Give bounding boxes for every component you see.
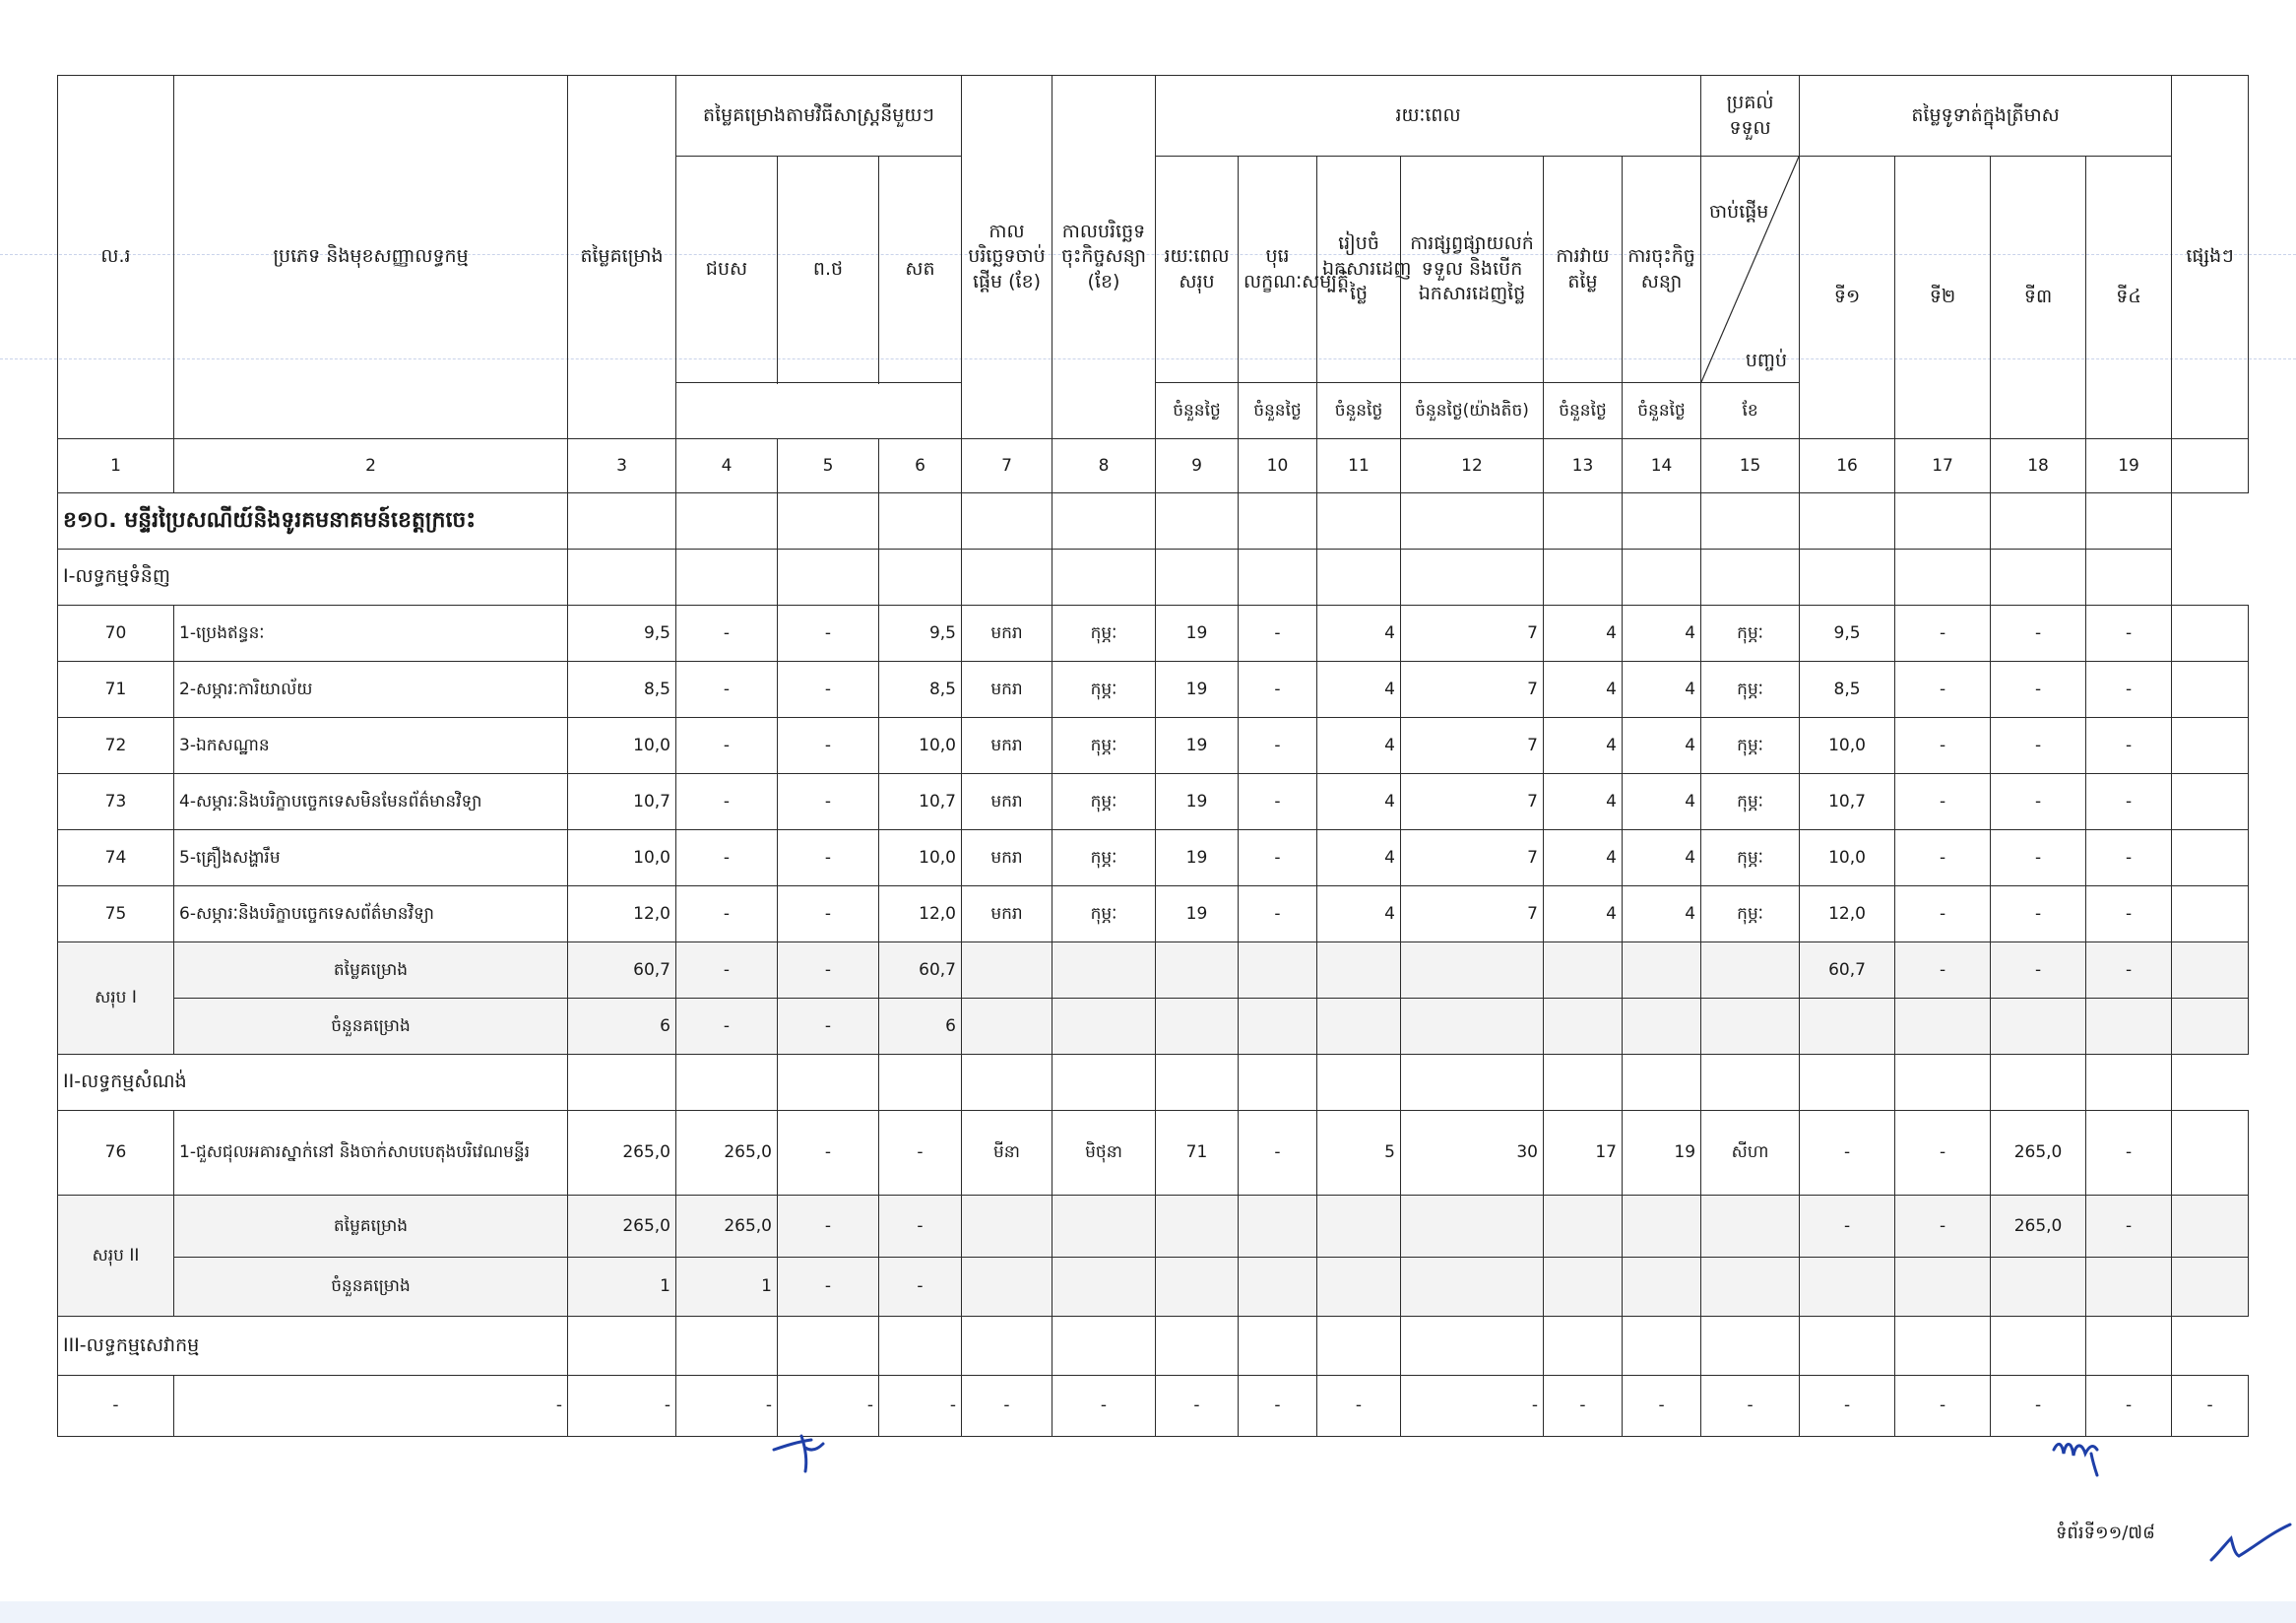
row-contract: កុម្ភៈ [1052,830,1156,886]
row-funding-1: - [676,830,778,886]
row-eval: 4 [1544,662,1623,718]
row-prequal: - [1239,830,1317,886]
count-funding-3: 6 [879,999,962,1055]
category-row [58,1055,2249,1111]
column-number: 16 [1800,439,1895,493]
row-delivery: កុម្ភៈ [1701,662,1800,718]
column-number: 19 [2086,439,2172,493]
row-sign: 4 [1623,830,1701,886]
row-q1: 9,5 [1800,606,1895,662]
column-number: 11 [1317,439,1401,493]
scan-bottom-edge [0,1601,2296,1623]
header-duration: រយៈពេល [1156,76,1701,157]
procurement-plan-table [57,75,2249,1437]
count-cost: 1 [568,1258,676,1317]
header-duration-unit: ចំនួនថ្ងៃ [1156,383,1239,439]
row-name: 5-គ្រឿងសង្ហារឹម [174,830,568,886]
header-delivery-start: ចាប់ផ្តើម [1709,201,1769,223]
row-funding-3: 12,0 [879,886,962,942]
header-duration-col: រយៈពេលសរុប [1156,157,1239,383]
subtotal-funding-2: - [778,942,879,999]
subtotal-q4: - [2086,1196,2172,1258]
row-eval: 4 [1544,886,1623,942]
row-start: មករា [962,718,1052,774]
row-q1: - [1800,1111,1895,1196]
row-prequal: - [1239,606,1317,662]
subtotal-q1: - [1800,1196,1895,1258]
row-total-days: 19 [1156,718,1239,774]
row-contract: - [1052,1376,1156,1437]
row-sign: 4 [1623,718,1701,774]
row-other: - [2172,1376,2249,1437]
row-name: 3-ឯកសណ្ឋាន [174,718,568,774]
row-q4: - [2086,1111,2172,1196]
column-number: 15 [1701,439,1800,493]
row-total-days: 19 [1156,830,1239,886]
row-prep: 5 [1317,1111,1401,1196]
row-prequal: - [1239,1376,1317,1437]
row-funding-1: - [676,662,778,718]
subtotal-q1: 60,7 [1800,942,1895,999]
header-duration-col: បុរេលក្ខណៈសម្បត្តិ [1239,157,1317,383]
row-q3: - [1991,774,2086,830]
row-funding-2: - [778,718,879,774]
row-funding-3: - [879,1111,962,1196]
row-q4: - [2086,774,2172,830]
row-name: 6-សម្ភារៈនិងបរិក្ខាបច្ចេកទេសព័ត៌មានវិទ្យា [174,886,568,942]
row-funding-3: - [879,1376,962,1437]
row-eval: 4 [1544,718,1623,774]
row-prep: 4 [1317,774,1401,830]
header-type-title: ប្រភេទ និងមុខសញ្ញាលទ្ធកម្ម [174,76,568,439]
category-services-title: III-លទ្ធកម្មសេវាកម្ម [58,1317,568,1376]
category-row [58,550,2249,606]
column-number: 10 [1239,439,1317,493]
row-contract: កុម្ភៈ [1052,662,1156,718]
subtotal-label: សរុប I [58,942,174,1055]
row-prequal: - [1239,662,1317,718]
row-delivery: កុម្ភៈ [1701,830,1800,886]
row-q1: 10,7 [1800,774,1895,830]
header-delivery-unit: ខែ [1701,383,1800,439]
row-funding-3: 10,7 [879,774,962,830]
header-duration-unit: ចំនួនថ្ងៃ [1239,383,1317,439]
row-cost: 10,0 [568,830,676,886]
row-delivery: កុម្ភៈ [1701,886,1800,942]
row-q4: - [2086,718,2172,774]
row-q2: - [1895,718,1991,774]
row-contract: កុម្ភៈ [1052,718,1156,774]
table-row [58,718,2249,774]
row-funding-2: - [778,886,879,942]
row-advert: 7 [1401,662,1544,718]
row-no: 71 [58,662,174,718]
column-number: 1 [58,439,174,493]
signature-initial-corner [2207,1517,2296,1566]
subtotal-funding-3: 60,7 [879,942,962,999]
signature-initial-left [768,1428,837,1477]
row-advert: 7 [1401,606,1544,662]
row-contract: មិថុនា [1052,1111,1156,1196]
subtotal-q2: - [1895,942,1991,999]
header-duration-unit: ចំនួនថ្ងៃ [1544,383,1623,439]
table-row [58,886,2249,942]
row-prep: 4 [1317,662,1401,718]
row-total-days: 19 [1156,886,1239,942]
row-eval: 4 [1544,774,1623,830]
row-cost: 9,5 [568,606,676,662]
header-duration-unit: ចំនួនថ្ងៃ(យ៉ាងតិច) [1401,383,1544,439]
row-q3: - [1991,886,2086,942]
row-funding-3: 10,0 [879,830,962,886]
row-prequal: - [1239,1111,1317,1196]
row-q3: - [1991,718,2086,774]
header-duration-col: ការវាយតម្លៃ [1544,157,1623,383]
row-name: 1-ជួសជុលអគារស្នាក់នៅ និងចាក់សាបបេតុងបរិវេណមន្ទីរ [174,1111,568,1196]
row-start: មករា [962,606,1052,662]
count-funding-2: - [778,1258,879,1317]
row-q4: - [2086,830,2172,886]
row-advert: 7 [1401,830,1544,886]
row-q3: - [1991,606,2086,662]
subtotal-q2: - [1895,1196,1991,1258]
table-row [58,774,2249,830]
row-sign: 4 [1623,774,1701,830]
row-funding-2: - [778,774,879,830]
table-row [58,1376,2249,1437]
row-prep: 4 [1317,606,1401,662]
header-quarterly: តម្លៃទូទាត់ក្នុងត្រីមាស [1800,76,2172,157]
column-number: 9 [1156,439,1239,493]
column-number: 18 [1991,439,2086,493]
row-prequal: - [1239,886,1317,942]
row-q2: - [1895,662,1991,718]
row-funding-1: - [676,774,778,830]
row-sign: 4 [1623,662,1701,718]
header-duration-col: រៀបចំឯកសារដេញថ្លៃ [1317,157,1401,383]
row-funding-1: - [676,886,778,942]
row-q1: 8,5 [1800,662,1895,718]
row-name: 2-សម្ភារៈការិយាល័យ [174,662,568,718]
row-cost: 265,0 [568,1111,676,1196]
row-funding-1: - [676,718,778,774]
subtotal-label: សរុប II [58,1196,174,1317]
header-duration-unit: ចំនួនថ្ងៃ [1623,383,1701,439]
row-prep: - [1317,1376,1401,1437]
subtotal-funding-2: - [778,1196,879,1258]
row-start: មករា [962,774,1052,830]
row-eval: 4 [1544,830,1623,886]
row-advert: 7 [1401,886,1544,942]
row-funding-2: - [778,830,879,886]
row-q2: - [1895,1376,1991,1437]
row-q2: - [1895,1111,1991,1196]
table-row [58,830,2249,886]
row-funding-2: - [778,1376,879,1437]
subtotal-q3: 265,0 [1991,1196,2086,1258]
row-funding-1: 265,0 [676,1111,778,1196]
row-eval: - [1544,1376,1623,1437]
row-start: មីនា [962,1111,1052,1196]
row-funding-3: 10,0 [879,718,962,774]
page-number: ទំព័រទី១១/៧៨ [2056,1523,2155,1543]
row-eval: 4 [1544,606,1623,662]
row-delivery: កុម្ភៈ [1701,774,1800,830]
subtotal-count-label: ចំនួនគម្រោង [174,1258,568,1317]
subtotal-count-label: ចំនួនគម្រោង [174,999,568,1055]
subtotal-cost: 60,7 [568,942,676,999]
row-q4: - [2086,606,2172,662]
row-q2: - [1895,774,1991,830]
row-no: 73 [58,774,174,830]
column-number: 5 [778,439,879,493]
category-row [58,1317,2249,1376]
column-number: 3 [568,439,676,493]
row-prep: 4 [1317,830,1401,886]
category-works-title: II-លទ្ធកម្មសំណង់ [58,1055,568,1111]
column-number: 4 [676,439,778,493]
column-number: 8 [1052,439,1156,493]
header-by-funding: តម្លៃគម្រោងតាមវិធីសាស្ត្រនីមួយៗ [676,76,962,157]
header-quarter: ទី២ [1895,157,1991,439]
section-row [58,493,2249,550]
column-number: 6 [879,439,962,493]
row-q4: - [2086,662,2172,718]
row-no: 75 [58,886,174,942]
row-prequal: - [1239,718,1317,774]
header-delivery-diagonal [1701,157,1800,383]
signature-initial-right [2048,1430,2127,1479]
row-total-days: 19 [1156,662,1239,718]
column-number-row [58,439,2249,493]
row-prep: 4 [1317,718,1401,774]
column-number: 13 [1544,439,1623,493]
subtotal-value-row [58,942,2249,999]
row-funding-2: - [778,662,879,718]
row-q1: 12,0 [1800,886,1895,942]
row-advert: 7 [1401,718,1544,774]
subtotal-funding-3: - [879,1196,962,1258]
header-duration-unit: ចំនួនថ្ងៃ [1317,383,1401,439]
row-funding-1: - [676,1376,778,1437]
row-funding-1: - [676,606,778,662]
row-delivery: កុម្ភៈ [1701,718,1800,774]
header-launch-period: កាលបរិច្ឆេទចាប់ផ្តើម (ខែ) [962,76,1052,439]
row-contract: កុម្ភៈ [1052,606,1156,662]
header-estimated-cost: តម្លៃគម្រោង [568,76,676,439]
row-funding-2: - [778,606,879,662]
subtotal-value-label: តម្លៃគម្រោង [174,1196,568,1258]
row-q1: 10,0 [1800,830,1895,886]
table-row [58,1111,2249,1196]
row-advert: 30 [1401,1111,1544,1196]
table-row [58,662,2249,718]
row-q3: - [1991,1376,2086,1437]
count-cost: 6 [568,999,676,1055]
subtotal-value-row [58,1196,2249,1258]
row-start: មករា [962,662,1052,718]
subtotal-cost: 265,0 [568,1196,676,1258]
subtotal-value-label: តម្លៃគម្រោង [174,942,568,999]
column-number: 12 [1401,439,1544,493]
row-cost: 10,7 [568,774,676,830]
row-q4: - [2086,886,2172,942]
header-other: ផ្សេងៗ [2172,76,2249,439]
category-goods-title: I-លទ្ធកម្មទំនិញ [58,550,568,606]
header-funding-col: ជបស [676,157,778,383]
section-title: ខ១០. មន្ទីរប្រៃសណីយ៍និងទូរគមនាគមន៍ខេត្តក្រចេះ [58,493,568,550]
row-cost: - [568,1376,676,1437]
subtotal-count-row [58,999,2249,1055]
row-sign: 19 [1623,1111,1701,1196]
row-contract: កុម្ភៈ [1052,774,1156,830]
row-q1: - [1800,1376,1895,1437]
row-q3: 265,0 [1991,1111,2086,1196]
row-prep: 4 [1317,886,1401,942]
header-funding-col: ព.ថ [778,157,879,383]
subtotal-funding-1: - [676,942,778,999]
header-funding-col: សត [879,157,962,383]
count-funding-1: 1 [676,1258,778,1317]
row-q2: - [1895,830,1991,886]
row-name: 4-សម្ភារៈនិងបរិក្ខាបច្ចេកទេសមិនមែនព័ត៌មានវិទ្យា [174,774,568,830]
header-duration-col: ការផ្សព្វផ្សាយលក់ ទទួល និងបើកឯកសារដេញថ្លៃ [1401,157,1544,383]
row-q4: - [2086,1376,2172,1437]
row-total-days: 71 [1156,1111,1239,1196]
row-no: 74 [58,830,174,886]
count-funding-3: - [879,1258,962,1317]
row-q2: - [1895,606,1991,662]
row-cost: 12,0 [568,886,676,942]
row-prequal: - [1239,774,1317,830]
row-contract: កុម្ភៈ [1052,886,1156,942]
subtotal-q3: - [1991,942,2086,999]
row-start: មករា [962,886,1052,942]
header-quarter: ទី១ [1800,157,1895,439]
row-q3: - [1991,662,2086,718]
row-name: - [174,1376,568,1437]
row-start: - [962,1376,1052,1437]
subtotal-q4: - [2086,942,2172,999]
row-sign: - [1623,1376,1701,1437]
header-quarter: ទី៣ [1991,157,2086,439]
row-total-days: - [1156,1376,1239,1437]
row-eval: 17 [1544,1111,1623,1196]
row-sign: 4 [1623,606,1701,662]
row-no: - [58,1376,174,1437]
row-delivery: - [1701,1376,1800,1437]
header-contract-date: កាលបរិច្ឆេទចុះកិច្ចសន្យា (ខែ) [1052,76,1156,439]
row-q3: - [1991,830,2086,886]
row-total-days: 19 [1156,774,1239,830]
header-duration-col: ការចុះកិច្ចសន្យា [1623,157,1701,383]
row-funding-2: - [778,1111,879,1196]
column-number: 2 [174,439,568,493]
row-funding-3: 8,5 [879,662,962,718]
header-delivery-end: បញ្ចប់ [1745,350,1788,372]
row-sign: 4 [1623,886,1701,942]
row-cost: 10,0 [568,718,676,774]
header-delivery: ប្រគល់ទទួល [1701,76,1800,157]
subtotal-count-row [58,1258,2249,1317]
row-delivery: កុម្ភៈ [1701,606,1800,662]
row-advert: 7 [1401,774,1544,830]
table-row [58,606,2249,662]
row-no: 72 [58,718,174,774]
header-no: ល.រ [58,76,174,439]
count-funding-2: - [778,999,879,1055]
row-cost: 8,5 [568,662,676,718]
row-q1: 10,0 [1800,718,1895,774]
column-number: 14 [1623,439,1701,493]
column-number: 7 [962,439,1052,493]
column-number: 17 [1895,439,1991,493]
row-no: 70 [58,606,174,662]
row-total-days: 19 [1156,606,1239,662]
row-advert: - [1401,1376,1544,1437]
row-name: 1-ប្រេងឥន្ធនៈ [174,606,568,662]
row-delivery: សីហា [1701,1111,1800,1196]
subtotal-funding-1: 265,0 [676,1196,778,1258]
row-start: មករា [962,830,1052,886]
header-quarter: ទី៤ [2086,157,2172,439]
row-no: 76 [58,1111,174,1196]
row-funding-3: 9,5 [879,606,962,662]
row-q2: - [1895,886,1991,942]
count-funding-1: - [676,999,778,1055]
